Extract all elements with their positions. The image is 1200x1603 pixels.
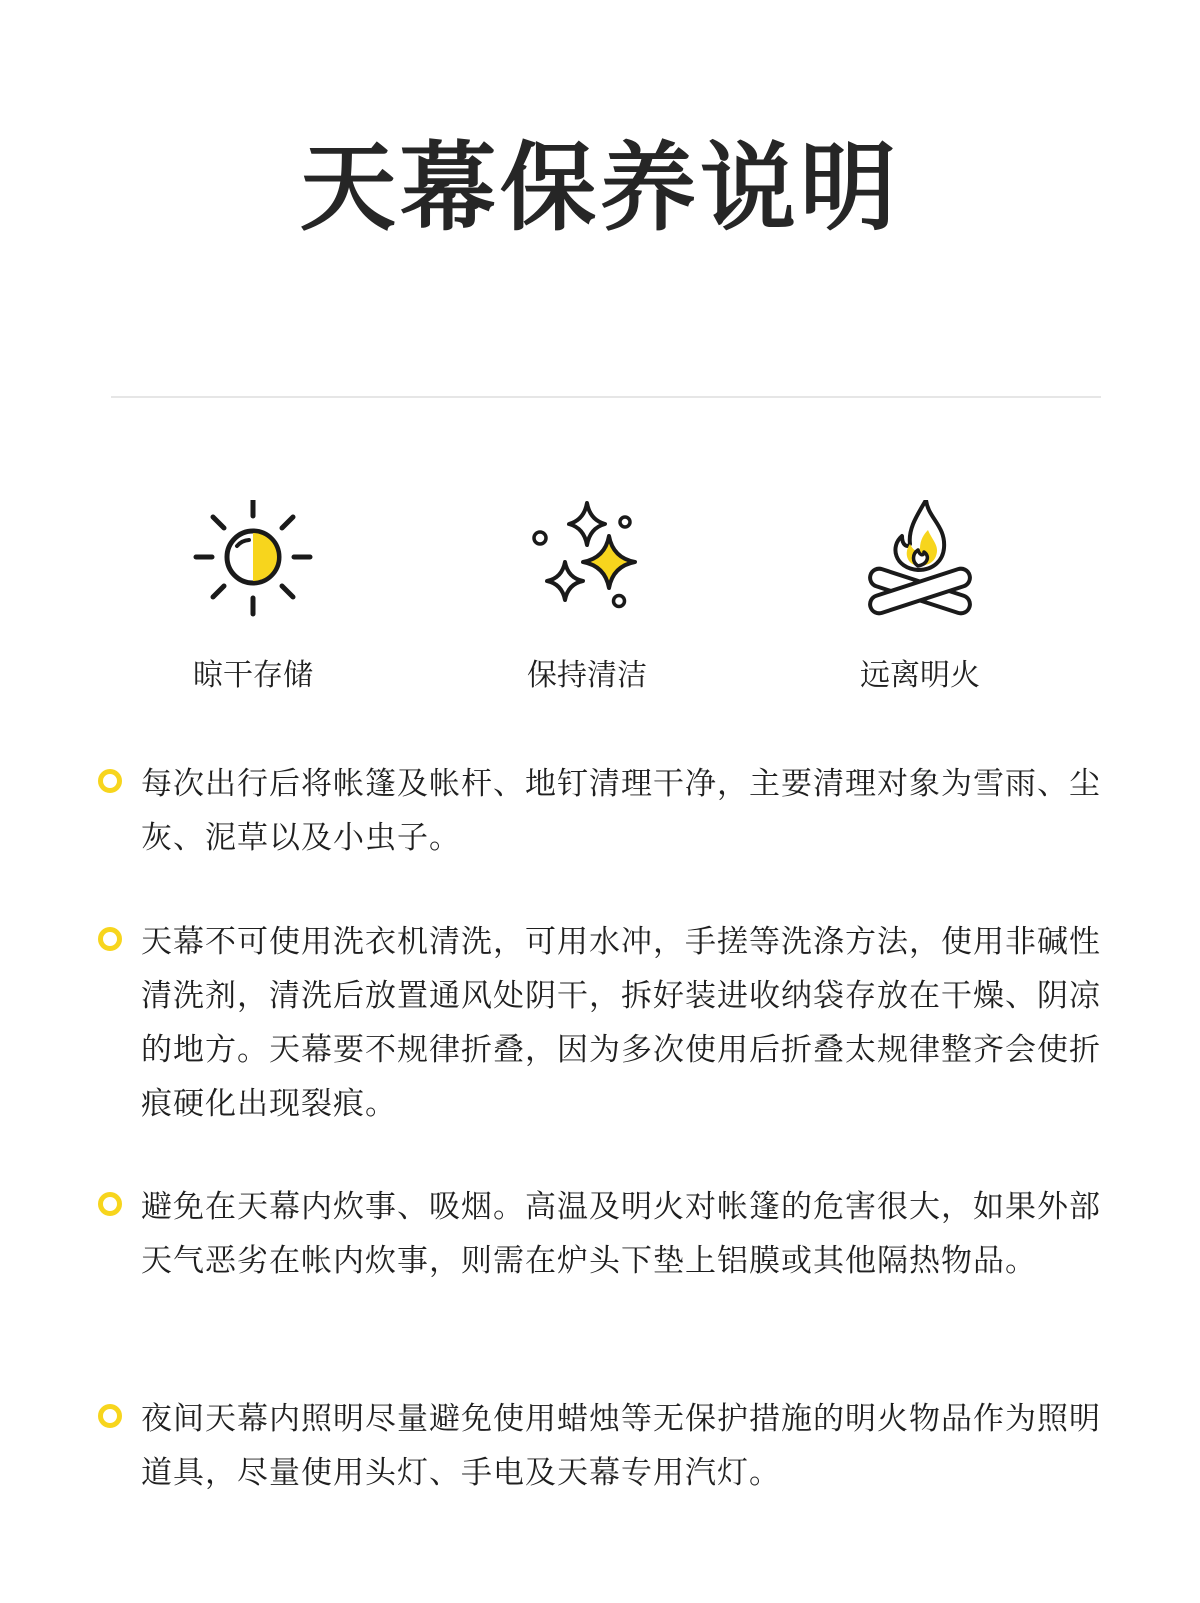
- feature-label: 晾干存储: [193, 658, 313, 693]
- bullet-text: 天幕不可使用洗衣机清洗，可用水冲，手搓等洗涤方法，使用非碱性清洗剂，清洗后放置通风处阴干，拆好装进收纳袋存放在干燥、阴凉的地方。天幕要不规律折叠，因为多次使用后折叠太规律整齐会使折痕硬化出现裂痕。: [141, 924, 1101, 1122]
- feature-keep-clean: [467, 500, 707, 700]
- sun-icon: [193, 500, 313, 630]
- feature-no-fire: [800, 500, 1040, 700]
- bullet-circle-icon: [98, 1192, 122, 1216]
- feature-dry-storage: [133, 500, 373, 700]
- page-title: 天幕保养说明: [300, 132, 900, 244]
- section-divider: [111, 396, 1101, 398]
- feature-label: 保持清洁: [527, 658, 647, 693]
- bullet-text: 每次出行后将帐篷及帐杆、地钉清理干净，主要清理对象为雪雨、尘灰、泥草以及小虫子。: [141, 766, 1101, 856]
- sparkle-icon: [527, 500, 647, 630]
- campfire-icon: [860, 500, 980, 630]
- bullet-text: 避免在天幕内炊事、吸烟。高温及明火对帐篷的危害很大，如果外部天气恶劣在帐内炊事，则需在炉头下垫上铝膜或其他隔热物品。: [141, 1189, 1101, 1279]
- bullet-circle-icon: [98, 1404, 122, 1428]
- bullet-circle-icon: [98, 769, 122, 793]
- bullet-text: 夜间天幕内照明尽量避免使用蜡烛等无保护措施的明火物品作为照明道具，尽量使用头灯、手电及天幕专用汽灯。: [141, 1401, 1101, 1491]
- bullet-circle-icon: [98, 927, 122, 951]
- feature-label: 远离明火: [860, 658, 980, 693]
